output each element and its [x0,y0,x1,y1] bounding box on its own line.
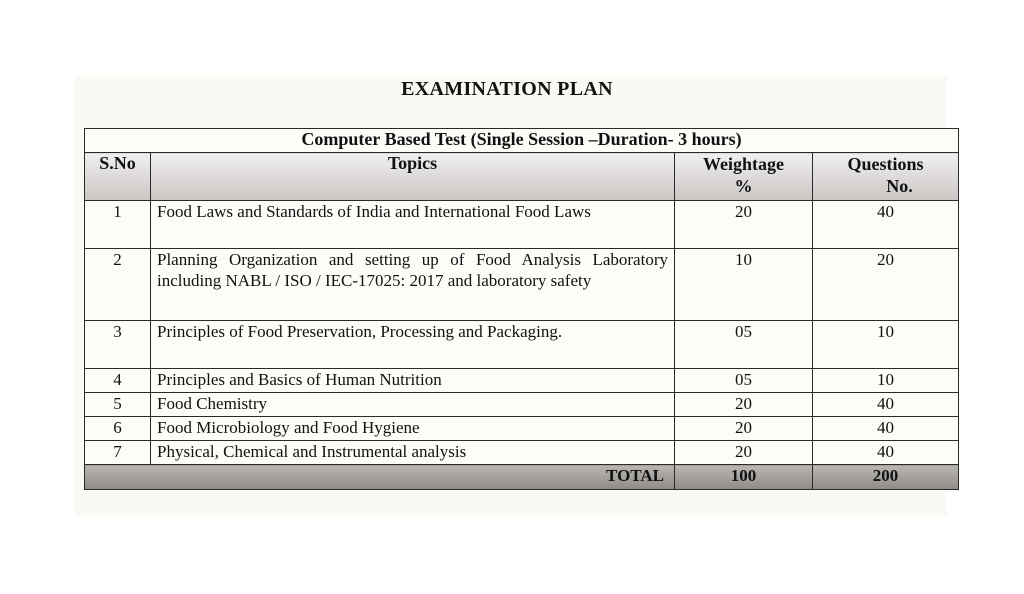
total-weightage: 100 [675,465,813,490]
row-topic: Physical, Chemical and Instrumental analysis [151,441,675,465]
row-topic: Food Chemistry [151,393,675,417]
row-questions: 40 [813,441,959,465]
row-topic: Planning Organization and setting up of Food Analysis Laboratory including NABL / ISO / IEC-17025: 2017 and laboratory safety [151,249,675,321]
row-topic: Principles of Food Preservation, Processing and Packaging. [151,321,675,369]
row-questions: 40 [813,417,959,441]
row-questions: 10 [813,369,959,393]
table-row [85,369,959,393]
row-sno: 1 [85,201,151,249]
row-sno: 6 [85,417,151,441]
table-caption-row [85,129,959,153]
row-topic: Principles and Basics of Human Nutrition [151,369,675,393]
total-questions: 200 [813,465,959,490]
row-questions: 40 [813,393,959,417]
table-row [85,417,959,441]
row-sno: 4 [85,369,151,393]
table-header-row [85,153,959,201]
row-topic: Food Microbiology and Food Hygiene [151,417,675,441]
table-row [85,393,959,417]
table-row [85,201,959,249]
header-questions [813,153,959,201]
table-row [85,441,959,465]
header-weightage [675,153,813,201]
row-weightage: 05 [675,369,813,393]
header-questions-line1: Questions [847,154,924,174]
header-weightage-line1: Weightage [703,154,784,174]
table-row [85,321,959,369]
table-total-row [85,465,959,490]
header-weightage-line2: % [734,176,753,196]
row-weightage: 20 [675,441,813,465]
row-weightage: 10 [675,249,813,321]
table-caption: Computer Based Test (Single Session –Duration- 3 hours) [85,129,959,153]
row-sno: 5 [85,393,151,417]
total-label: TOTAL [85,465,675,490]
header-questions-line2: No. [886,176,913,196]
row-weightage: 20 [675,417,813,441]
row-sno: 3 [85,321,151,369]
row-questions: 20 [813,249,959,321]
row-weightage: 20 [675,393,813,417]
header-topics: Topics [151,153,675,201]
row-questions: 40 [813,201,959,249]
row-weightage: 05 [675,321,813,369]
row-sno: 2 [85,249,151,321]
row-questions: 10 [813,321,959,369]
table-row [85,249,959,321]
row-sno: 7 [85,441,151,465]
row-weightage: 20 [675,201,813,249]
row-topic: Food Laws and Standards of India and International Food Laws [151,201,675,249]
header-sno: S.No [85,153,151,201]
page-title: EXAMINATION PLAN [401,78,613,100]
examination-plan-table [84,128,959,490]
